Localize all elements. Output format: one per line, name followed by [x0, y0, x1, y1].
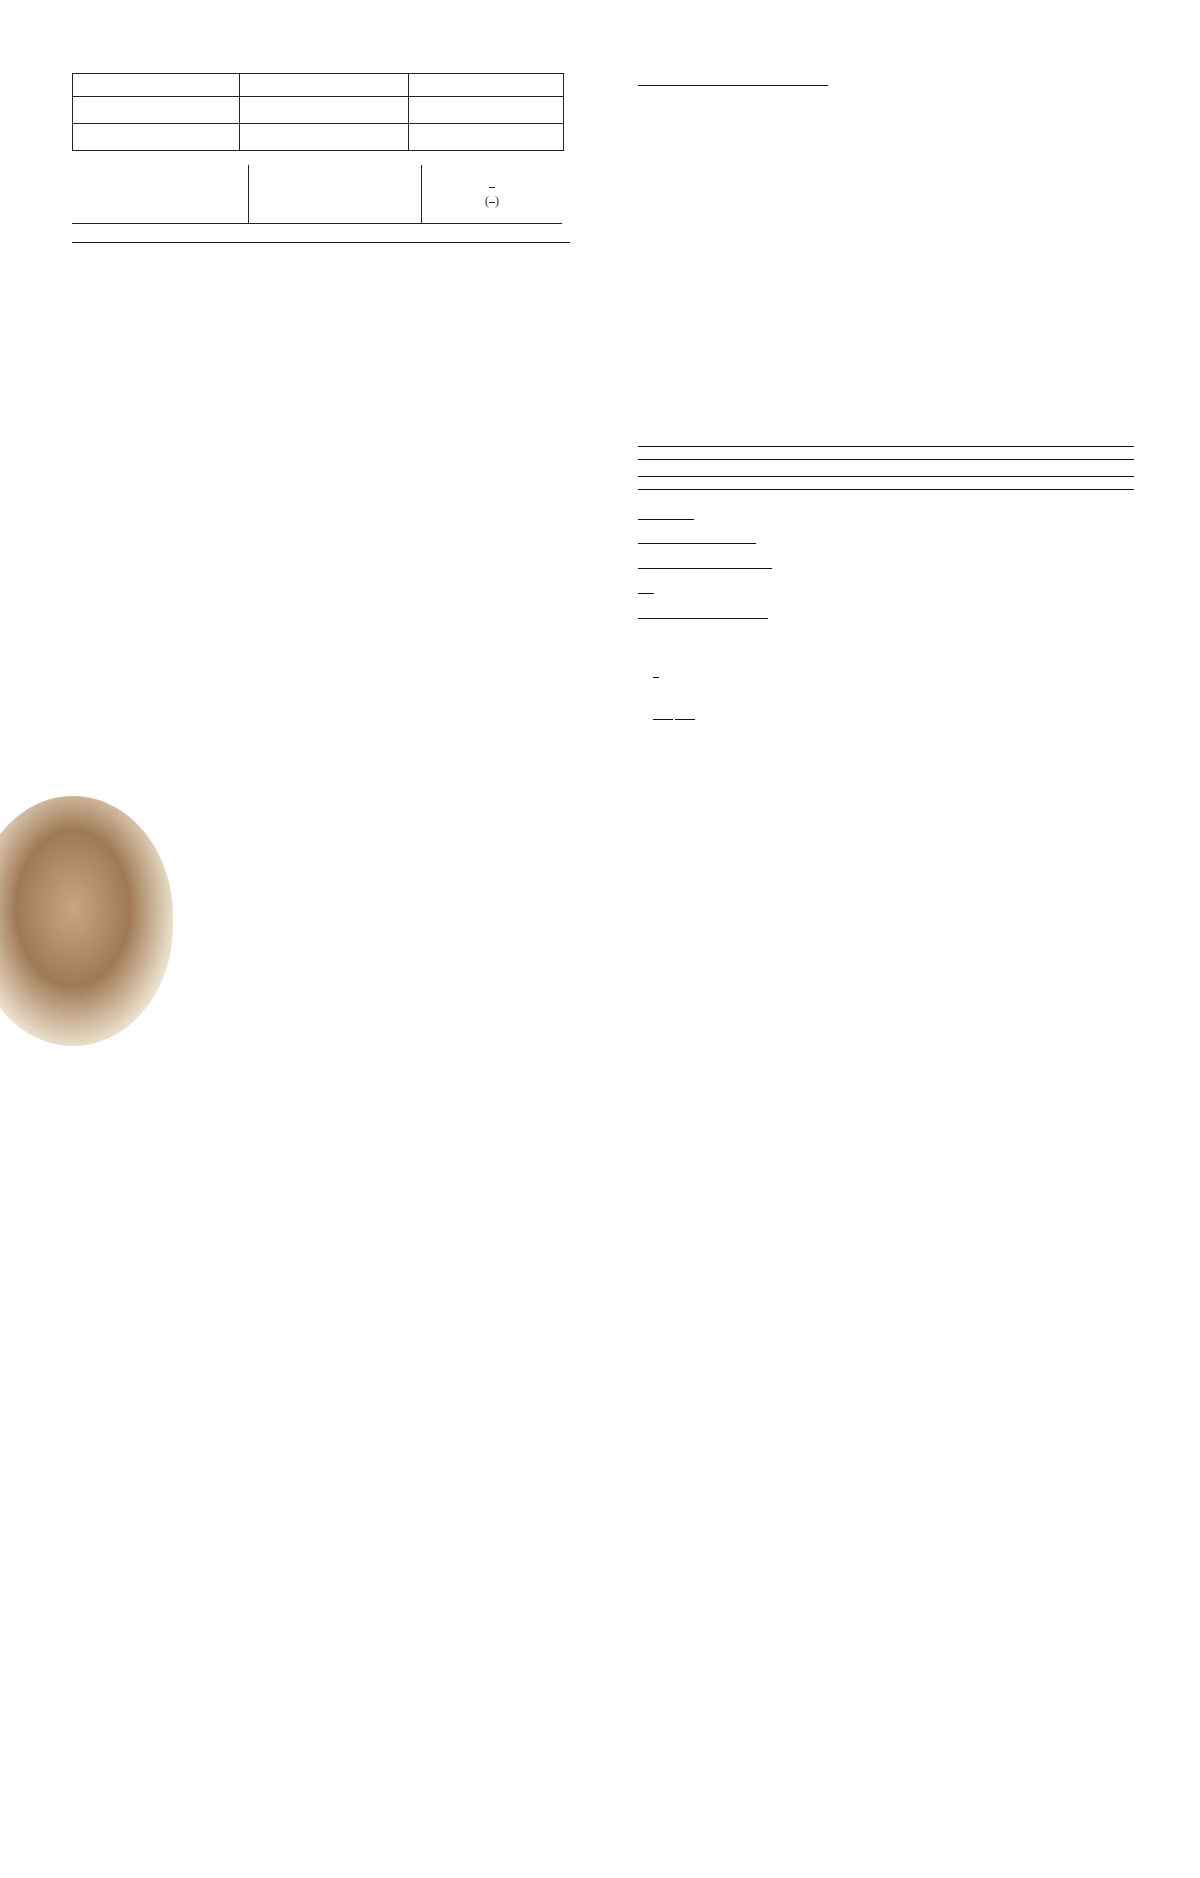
assessment-q4 [638, 576, 1134, 601]
answer-line [638, 489, 1134, 490]
volume-header [249, 165, 422, 224]
assessment-q2 [638, 526, 1134, 551]
temperature-volume-table [72, 165, 562, 224]
property-table [72, 73, 564, 151]
answer-blank [638, 503, 694, 520]
k-num [653, 677, 659, 678]
then-paragraph [638, 675, 1134, 702]
graph-grid [638, 101, 1134, 431]
jacques-charles-portrait [0, 796, 173, 1046]
left-column [72, 68, 570, 243]
assessment-q1 [638, 502, 1134, 527]
k-equation [653, 669, 659, 685]
answer-line [638, 476, 1134, 477]
assessment-q5 [638, 601, 1134, 626]
answer-blank [638, 602, 768, 619]
common-units-header [409, 74, 564, 97]
property-temperature [73, 97, 240, 124]
will-become-paragraph [638, 712, 1134, 741]
answer-blank [638, 69, 828, 86]
graph-area [638, 101, 1134, 431]
ml-num [489, 202, 495, 203]
symbol-header [240, 74, 409, 97]
assessment-q3 [638, 551, 1134, 576]
property-header [73, 74, 240, 97]
vt-fraction [489, 187, 495, 188]
v1-t1-fraction [653, 719, 673, 720]
units-cell [409, 124, 564, 151]
right-column [638, 68, 1134, 791]
temperature-header [72, 165, 249, 224]
symbol-cell [240, 97, 409, 124]
property-absolute-temperature [73, 124, 240, 151]
units-cell [409, 97, 564, 124]
v2-t2-fraction [675, 719, 695, 720]
answer-blank [638, 552, 772, 569]
eq-v1 [653, 719, 673, 720]
activity1-step4 [638, 68, 1134, 93]
answer-line [72, 242, 570, 243]
answer-blank [638, 577, 654, 594]
answer-line [638, 446, 1134, 447]
k-fraction [653, 677, 659, 678]
symbol-cell [240, 124, 409, 151]
eq-v2 [675, 719, 695, 720]
answer-line [638, 459, 1134, 460]
charles-equation [653, 708, 695, 733]
answer-blank [638, 527, 756, 544]
unit-fraction [489, 202, 495, 203]
v-num [489, 187, 495, 188]
k-header: ( ) [422, 165, 563, 224]
